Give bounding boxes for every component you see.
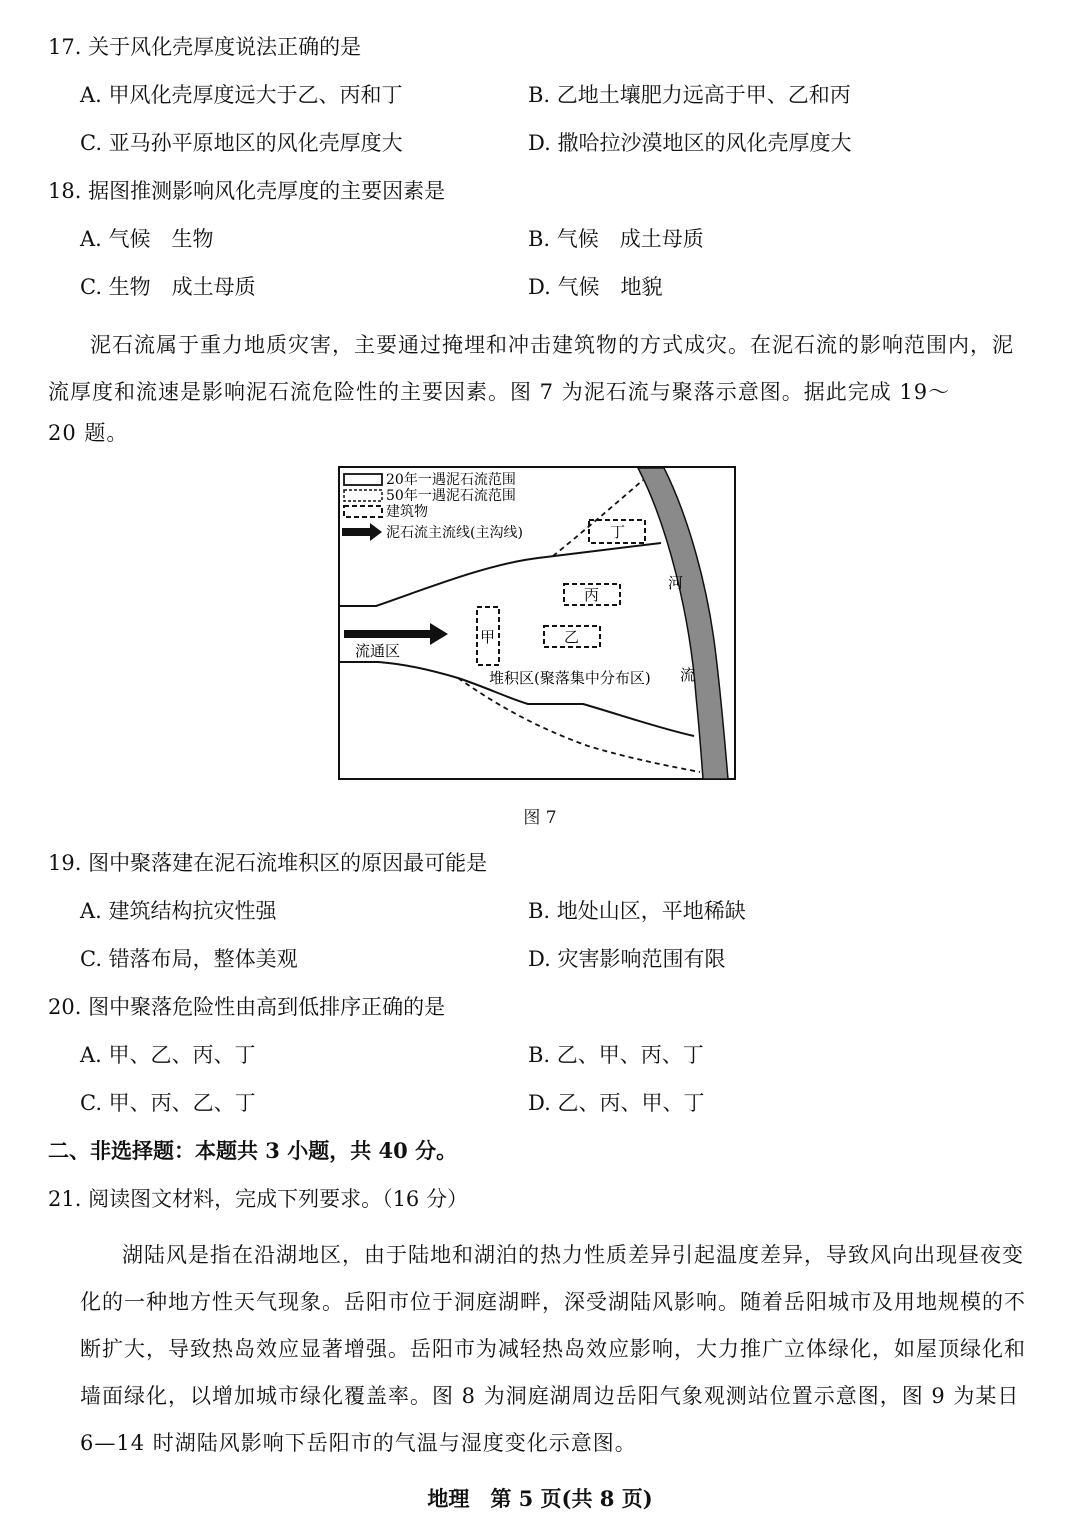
q17-option-a: A. 甲风化壳厚度远大于乙、丙和丁 — [80, 83, 403, 107]
q19-option-c: C. 错落布局，整体美观 — [80, 947, 298, 971]
q18-stem: 18. 据图推测影响风化壳厚度的主要因素是 — [48, 179, 446, 203]
legend-building: 建筑物 — [386, 504, 428, 520]
section-2-heading: 二、非选择题：本题共 3 小题，共 40 分。 — [48, 1138, 458, 1163]
legend-50yr: 50年一遇泥石流范围 — [386, 488, 516, 504]
legend-main-flow: 泥石流主流线(主沟线) — [386, 525, 523, 541]
label-jia: 甲 — [480, 628, 496, 646]
label-ding: 丁 — [610, 523, 626, 541]
q19-stem: 19. 图中聚落建在泥石流堆积区的原因最可能是 — [48, 851, 488, 875]
q20-option-b: B. 乙、甲、丙、丁 — [528, 1043, 704, 1067]
q18-option-c: C. 生物 成土母质 — [80, 275, 256, 299]
label-river-2: 流 — [680, 666, 696, 684]
label-deposit-zone: 堆积区(聚落集中分布区) — [489, 669, 651, 687]
q17-stem: 17. 关于风化壳厚度说法正确的是 — [48, 35, 362, 59]
figure-7-caption: 图 7 — [523, 808, 557, 828]
page-footer: 地理 第 5 页(共 8 页) — [427, 1486, 653, 1511]
passage-debris-flow: 泥石流属于重力地质灾害，主要通过掩埋和冲击建筑物的方式成灾。在泥石流的影响范围内，泥流厚度和流速是影响泥石流危险性的主要因素。图 7 为泥石流与聚落示意图。据此完成 19～ — [48, 333, 1014, 404]
legend-20yr: 20年一遇泥石流范围 — [386, 472, 516, 488]
q18-option-a: A. 气候 生物 — [80, 227, 214, 251]
q18-option-b: B. 气候 成土母质 — [528, 227, 704, 251]
q17-option-c: C. 亚马孙平原地区的风化壳厚度大 — [80, 131, 403, 155]
q20-option-d: D. 乙、丙、甲、丁 — [528, 1091, 705, 1115]
passage-continuation: 20 题。 — [48, 421, 129, 445]
q21-stem: 21. 阅读图文材料，完成下列要求。（16 分） — [48, 1187, 468, 1211]
q20-option-c: C. 甲、丙、乙、丁 — [80, 1091, 256, 1115]
q18-option-d: D. 气候 地貌 — [528, 275, 663, 299]
q19-option-b: B. 地处山区，平地稀缺 — [528, 899, 746, 923]
label-bing: 丙 — [584, 586, 600, 604]
label-yi: 乙 — [564, 628, 580, 646]
q17-option-d: D. 撒哈拉沙漠地区的风化壳厚度大 — [528, 131, 852, 155]
q19-option-a: A. 建筑结构抗灾性强 — [80, 899, 277, 923]
label-flow-zone: 流通区 — [355, 642, 401, 660]
q21-passage: 湖陆风是指在沿湖地区，由于陆地和湖泊的热力性质差异引起温度差异，导致风向出现昼夜变化的一种地方性天气现象。岳阳市位于洞庭湖畔，深受湖陆风影响。随着岳阳城市及用地规模的不断扩大，导致热岛效应显著增强。岳阳市为减轻热岛效应影响，大力推广立体绿化，如屋顶绿化和墙面绿化，以增加城市绿化覆盖率。图 8 为洞庭湖周边岳阳气象观测站位置示意图，图 9 为某日 6—14 时湖陆风影响下岳阳市的气温与湿度变化示意图。 — [80, 1243, 1026, 1455]
q17-option-b: B. 乙地土壤肥力远高于甲、乙和丙 — [528, 83, 851, 107]
figure-7-debris-flow-diagram — [338, 466, 736, 780]
q19-option-d: D. 灾害影响范围有限 — [528, 947, 726, 971]
label-river-1: 河 — [668, 574, 684, 592]
q20-stem: 20. 图中聚落危险性由高到低排序正确的是 — [48, 995, 446, 1019]
q20-option-a: A. 甲、乙、丙、丁 — [80, 1043, 256, 1067]
